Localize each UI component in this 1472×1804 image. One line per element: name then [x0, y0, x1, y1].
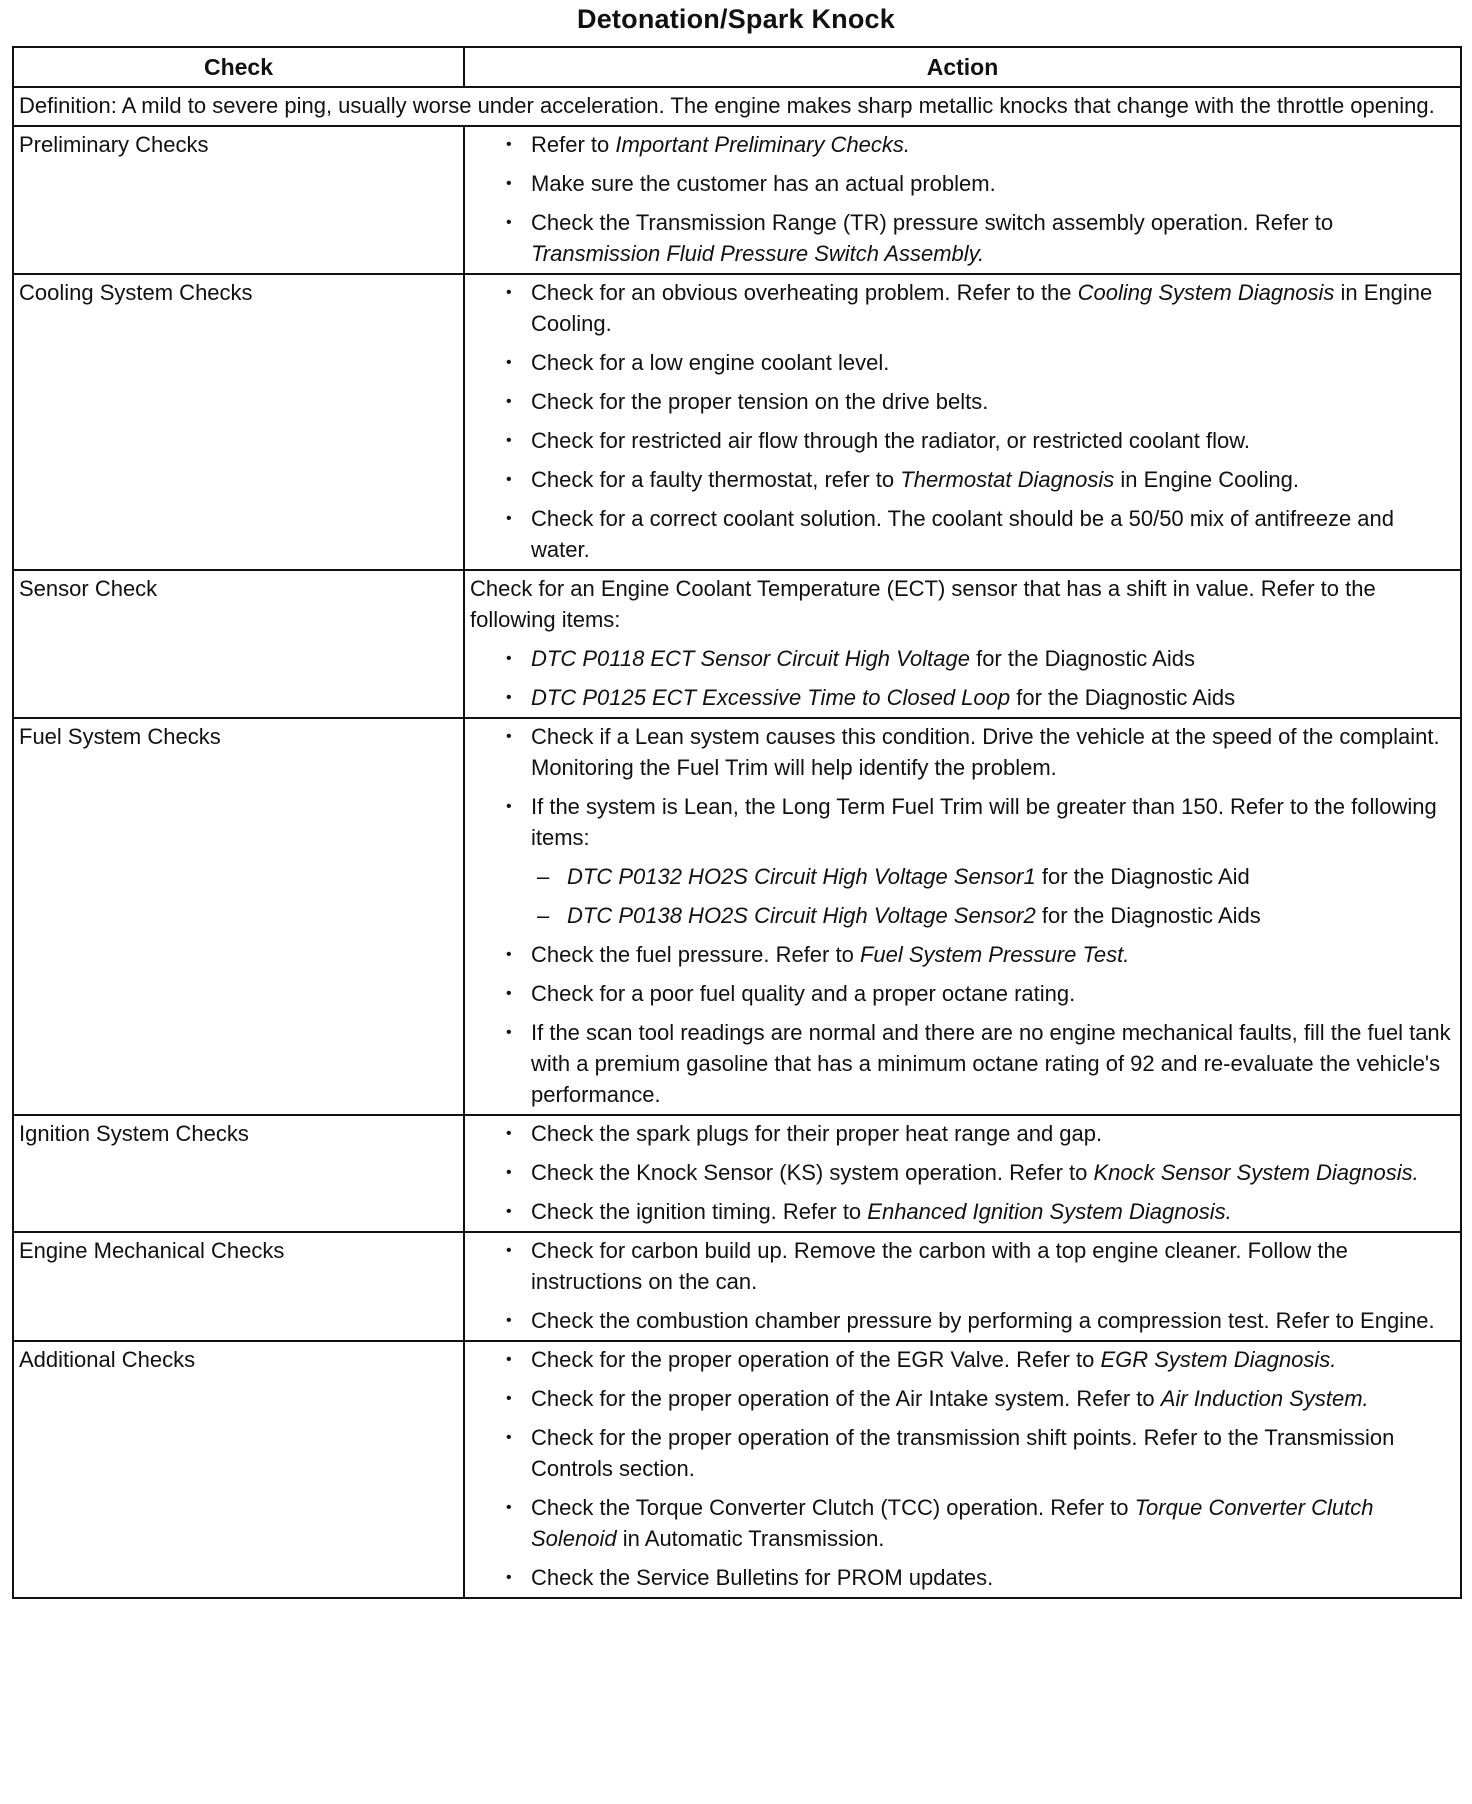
- action-item: • Refer to Important Preliminary Checks.: [501, 129, 1456, 160]
- definition-row: [13, 87, 1461, 126]
- action-item: • If the scan tool readings are normal and there are no engine mechanical faults, fill the fuel tank with a premium gasoline that has a minimum octane rating of 92 and re-evaluate the vehicle's performance.: [501, 1017, 1456, 1110]
- table-row: [13, 1341, 1461, 1598]
- action-item: • DTC P0125 ECT Excessive Time to Closed Loop for the Diagnostic Aids: [501, 682, 1456, 713]
- action-cell: [464, 274, 1461, 570]
- action-list: [470, 1118, 1456, 1227]
- check-cell: Fuel System Checks: [13, 718, 464, 1115]
- action-item: • Check for the proper operation of the transmission shift points. Refer to the Transmission Controls section.: [501, 1422, 1456, 1484]
- action-item: • DTC P0118 ECT Sensor Circuit High Voltage for the Diagnostic Aids: [501, 643, 1456, 674]
- action-cell: [464, 718, 1461, 1115]
- action-item: • Check for an obvious overheating problem. Refer to the Cooling System Diagnosis in Engine Cooling.: [501, 277, 1456, 339]
- action-intro: Check for an Engine Coolant Temperature (ECT) sensor that has a shift in value. Refer to the following items:: [470, 576, 1376, 632]
- action-item: • Check for the proper operation of the EGR Valve. Refer to EGR System Diagnosis.: [501, 1344, 1456, 1375]
- action-item: • Check for a low engine coolant level.: [501, 347, 1456, 378]
- check-cell: Additional Checks: [13, 1341, 464, 1598]
- action-item: • Check for a faulty thermostat, refer to Thermostat Diagnosis in Engine Cooling.: [501, 464, 1456, 495]
- action-item: • Check for the proper operation of the Air Intake system. Refer to Air Induction System.: [501, 1383, 1456, 1414]
- check-cell: Engine Mechanical Checks: [13, 1232, 464, 1341]
- action-item: • Check the spark plugs for their proper heat range and gap.: [501, 1118, 1456, 1149]
- action-list: [470, 643, 1456, 713]
- action-list: [470, 129, 1456, 269]
- reference-link: DTC P0125 ECT Excessive Time to Closed Loop: [531, 685, 1011, 710]
- reference-link: DTC P0118 ECT Sensor Circuit High Voltage: [531, 646, 970, 671]
- action-column-header: Action: [464, 47, 1461, 87]
- reference-link: DTC P0132 HO2S Circuit High Voltage Sensor1: [567, 864, 1036, 889]
- sub-action-list: [531, 861, 1456, 931]
- page-title: Detonation/Spark Knock: [577, 4, 895, 34]
- reference-link: DTC P0138 HO2S Circuit High Voltage Sensor2: [567, 903, 1036, 928]
- table-row: [13, 274, 1461, 570]
- definition-text: Definition: A mild to severe ping, usually worse under acceleration. The engine makes sharp metallic knocks that change with the throttle opening.: [13, 87, 1461, 126]
- action-item: • Make sure the customer has an actual problem.: [501, 168, 1456, 199]
- action-item: • Check for carbon build up. Remove the carbon with a top engine cleaner. Follow the instructions on the can.: [501, 1235, 1456, 1297]
- action-list: [470, 277, 1456, 565]
- action-cell: [464, 126, 1461, 274]
- action-item: • Check the ignition timing. Refer to Enhanced Ignition System Diagnosis.: [501, 1196, 1456, 1227]
- action-list: [470, 1235, 1456, 1336]
- action-cell: [464, 570, 1461, 718]
- reference-link: Air Induction System.: [1160, 1386, 1369, 1411]
- action-item: • Check the fuel pressure. Refer to Fuel System Pressure Test.: [501, 939, 1456, 970]
- header-row: [13, 47, 1461, 87]
- diagnostic-table: [12, 46, 1462, 1599]
- action-item: • Check the Transmission Range (TR) pressure switch assembly operation. Refer to Transmission Fluid Pressure Switch Assembly.: [501, 207, 1456, 269]
- action-list: [470, 721, 1456, 1110]
- action-item: • Check for the proper tension on the drive belts.: [501, 386, 1456, 417]
- reference-link: Cooling System Diagnosis: [1077, 280, 1335, 305]
- sub-action-item: – DTC P0138 HO2S Circuit High Voltage Sensor2 for the Diagnostic Aids: [537, 900, 1456, 931]
- action-cell: [464, 1232, 1461, 1341]
- sub-action-item: – DTC P0132 HO2S Circuit High Voltage Sensor1 for the Diagnostic Aid: [537, 861, 1456, 892]
- reference-link: Thermostat Diagnosis: [900, 467, 1115, 492]
- check-cell: Cooling System Checks: [13, 274, 464, 570]
- action-cell: [464, 1115, 1461, 1232]
- check-column-header: Check: [13, 47, 464, 87]
- action-cell: [464, 1341, 1461, 1598]
- table-row: [13, 1115, 1461, 1232]
- action-item: • Check for restricted air flow through the radiator, or restricted coolant flow.: [501, 425, 1456, 456]
- action-item: • Check if a Lean system causes this condition. Drive the vehicle at the speed of the complaint. Monitoring the Fuel Trim will help identify the problem.: [501, 721, 1456, 783]
- action-item: • Check the Service Bulletins for PROM updates.: [501, 1562, 1456, 1593]
- check-cell: Sensor Check: [13, 570, 464, 718]
- reference-link: Transmission Fluid Pressure Switch Assembly.: [531, 241, 985, 266]
- reference-link: Knock Sensor System Diagnosis.: [1093, 1160, 1419, 1185]
- action-item: • Check for a poor fuel quality and a proper octane rating.: [501, 978, 1456, 1009]
- action-item: • Check the combustion chamber pressure by performing a compression test. Refer to Engine.: [501, 1305, 1456, 1336]
- action-item: • Check for a correct coolant solution. The coolant should be a 50/50 mix of antifreeze and water.: [501, 503, 1456, 565]
- table-row: [13, 1232, 1461, 1341]
- reference-link: Fuel System Pressure Test.: [859, 942, 1130, 967]
- check-cell: Ignition System Checks: [13, 1115, 464, 1232]
- table-row: [13, 126, 1461, 274]
- reference-link: Important Preliminary Checks.: [615, 132, 911, 157]
- table-row: [13, 718, 1461, 1115]
- reference-link: Enhanced Ignition System Diagnosis.: [867, 1199, 1232, 1224]
- check-cell: Preliminary Checks: [13, 126, 464, 274]
- reference-link: EGR System Diagnosis.: [1100, 1347, 1337, 1372]
- action-item: • Check the Torque Converter Clutch (TCC) operation. Refer to Torque Converter Clutch Solenoid in Automatic Transmission.: [501, 1492, 1456, 1554]
- action-item: • Check the Knock Sensor (KS) system operation. Refer to Knock Sensor System Diagnosis.: [501, 1157, 1456, 1188]
- action-item: • If the system is Lean, the Long Term Fuel Trim will be greater than 150. Refer to the following items: – DTC P0132 HO2S Circuit High Voltage Sensor1 for the Diagnostic Aid – DTC P0138 HO2S Circuit High Voltage Sensor2 for the Diagnostic Aids: [501, 791, 1456, 931]
- table-row: [13, 570, 1461, 718]
- action-list: [470, 1344, 1456, 1593]
- reference-link: Torque Converter Clutch Solenoid: [531, 1495, 1374, 1551]
